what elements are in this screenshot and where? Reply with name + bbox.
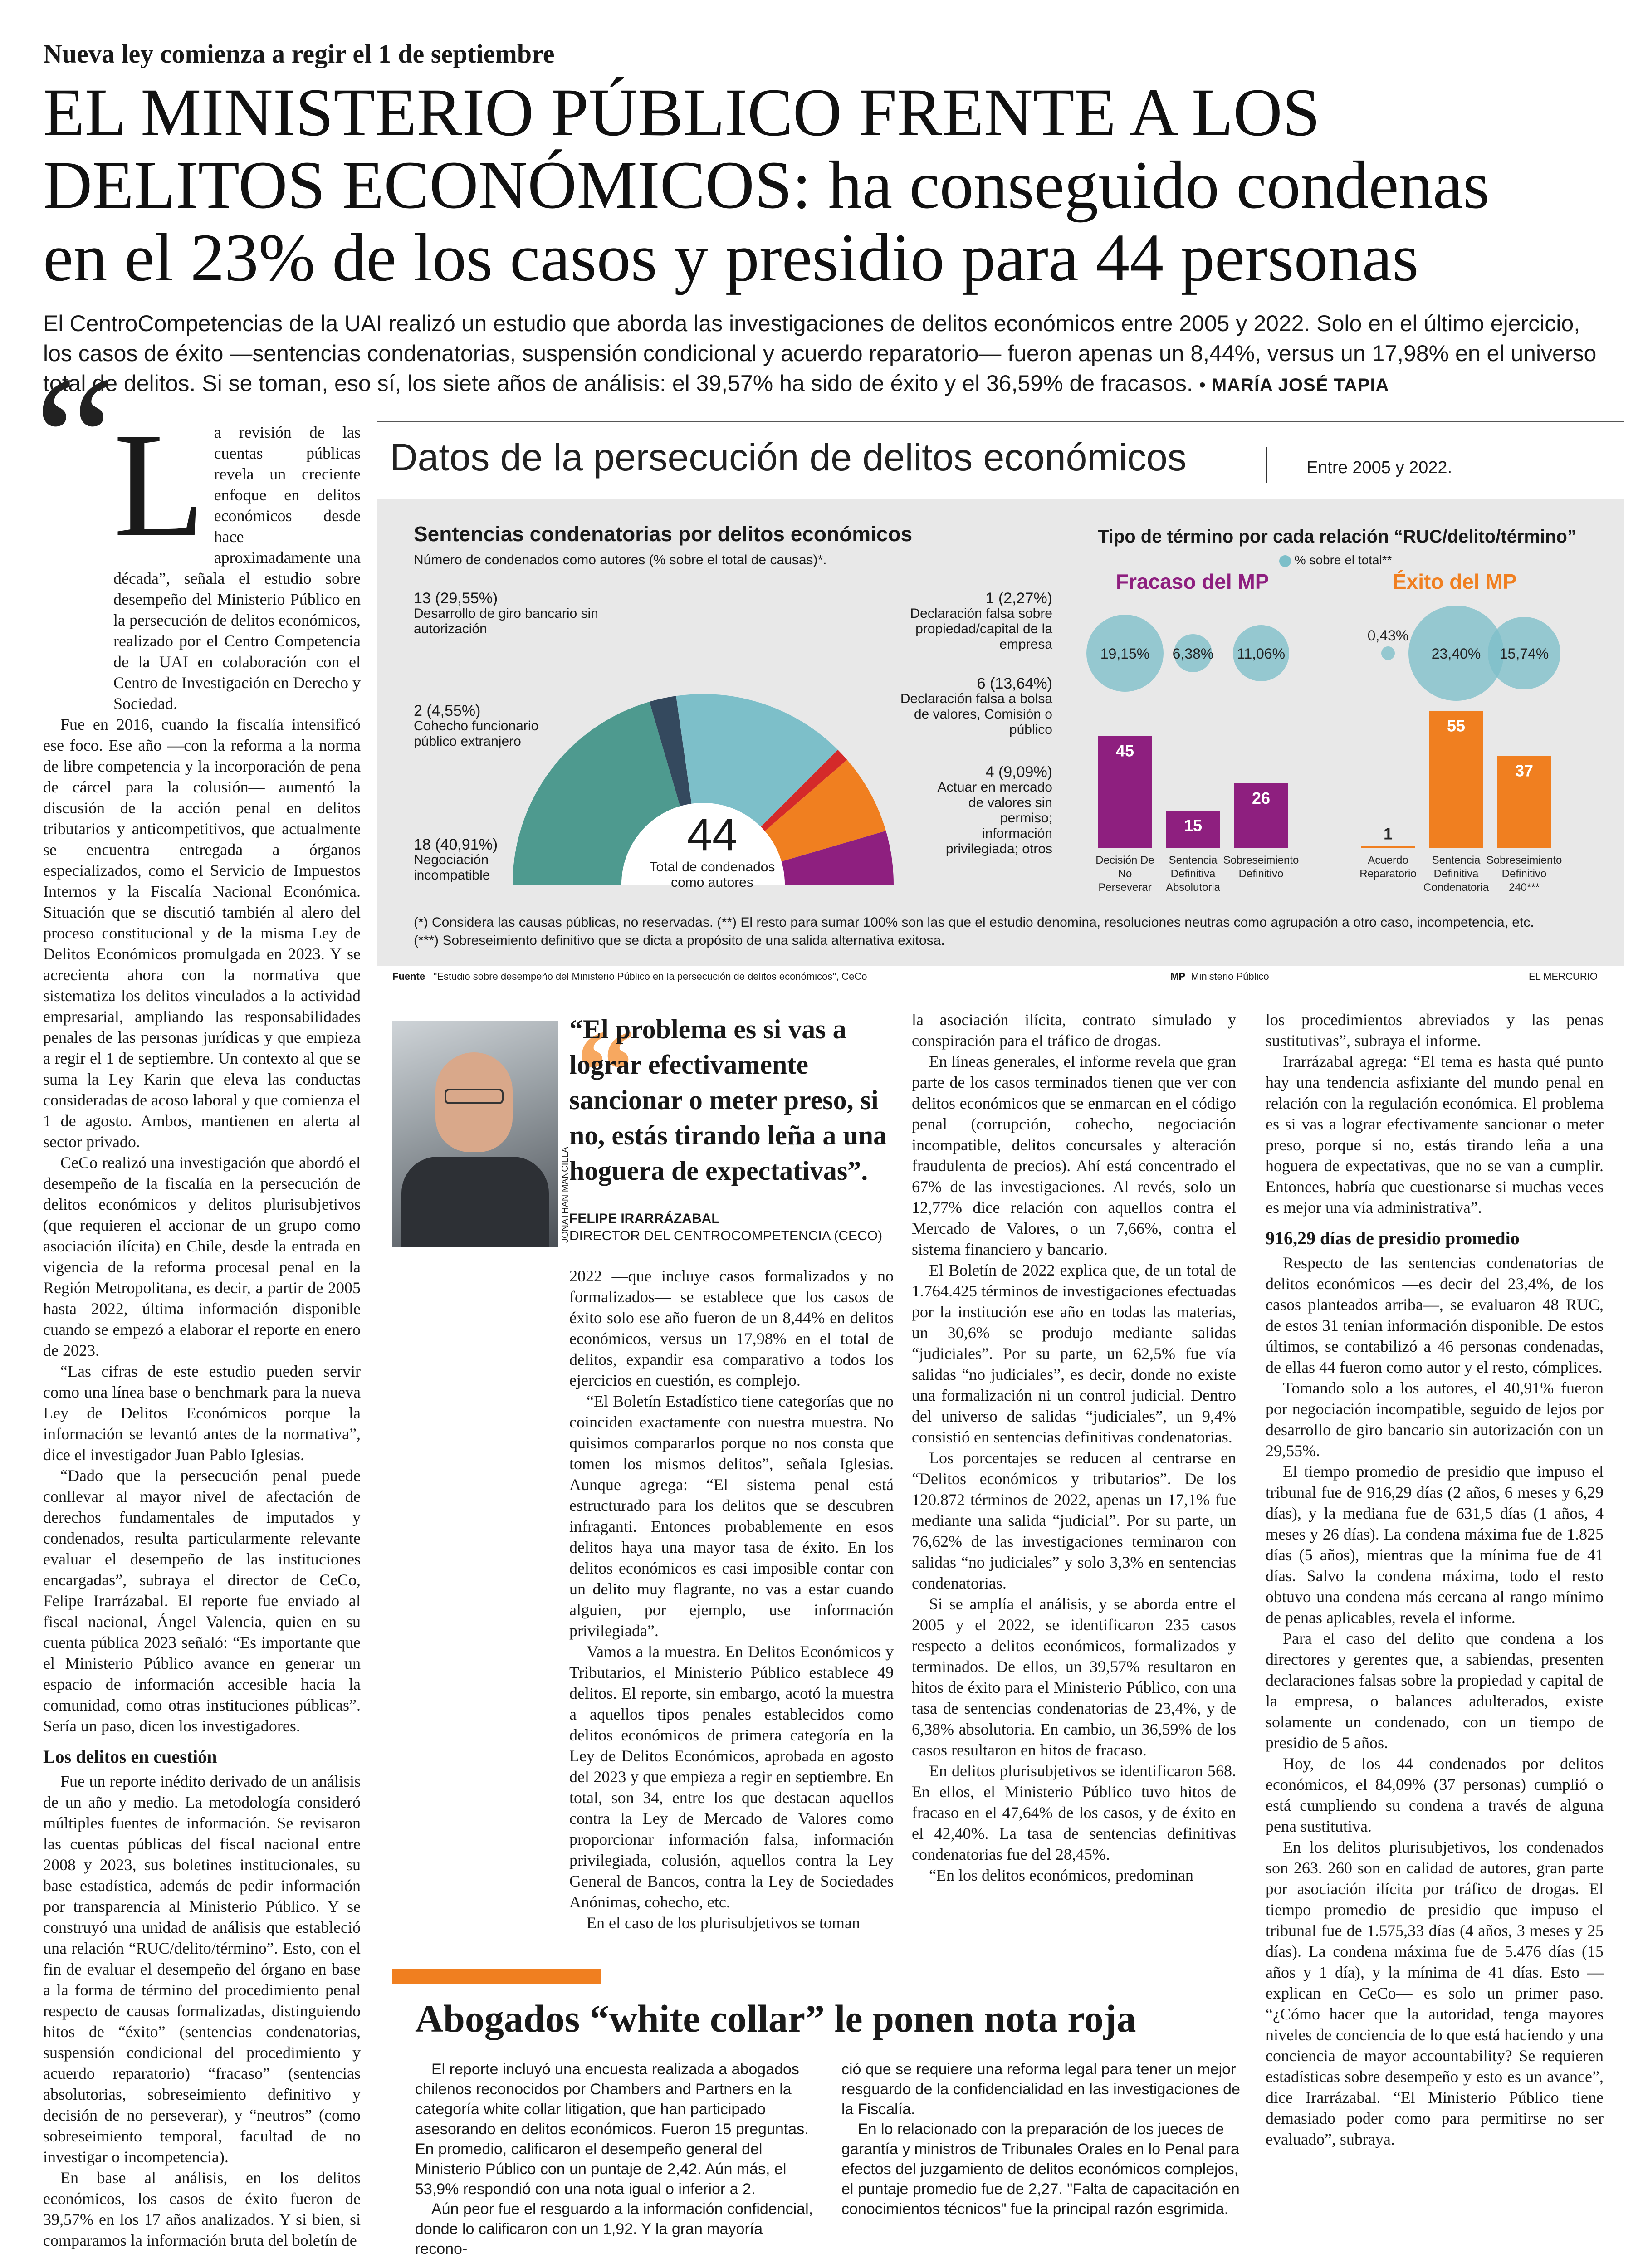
bar-category-label: No: [1118, 868, 1132, 880]
chart-panel-title: Datos de la persecución de delitos económicos: [390, 436, 1187, 479]
col4-paragraph-2: Irarrázabal agrega: “El tema es hasta qué punto hay una tendencia asfixiante del mundo penal en relación con la regulación económica. El problema es si vas a lograr efectivamente sancionar o meter preso, porque si no, estás tirando leña a una hoguera de expectativas, que no se van a cumplir. Entonces, habría que cuestionarse si muchas veces es mejor una vía administrativa”.: [1266, 1052, 1604, 1217]
pullquote-name: FELIPE IRARRÁZABAL: [569, 1211, 720, 1226]
slice-value: 6 (13,64%): [977, 675, 1052, 692]
slice-desc: Cohecho funcionario público extranjero: [414, 719, 539, 749]
col1-paragraph-1: a revisión de las cuentas públicas revela un creciente enfoque en delitos económicos desde hace aproximadamente una década”, señala el estudio sobre desempeño del Ministerio Público en la persecución de delitos económicos, realizado por el Centro Competencia de la UAI en colaboración con el Centro de Investigación en Derecho y Sociedad.: [113, 423, 361, 713]
bar-category-label: Absolutoria: [1165, 881, 1221, 894]
box-c2-paragraph-1: ció que se requiere una reforma legal para tener un mejor resguardo de la confidencialidad en las investigaciones de la Fiscalía.: [841, 2061, 1240, 2118]
publisher-name: EL MERCURIO: [1529, 971, 1598, 982]
bubble-1-0: [1381, 646, 1395, 660]
mp-abbr: MP: [1170, 971, 1185, 982]
slice-label-declaracion-bolsa: [885, 676, 1052, 738]
col3-paragraph-7: “En los delitos económicos, predominan: [929, 1866, 1193, 1884]
bar-category-label: Definitiva: [1433, 868, 1479, 880]
pie-chart-subtitle: Número de condenados como autores (% sobre el total de causas)*.: [414, 552, 827, 567]
dropcap-letter: L: [113, 402, 205, 568]
bubble-percent-label: 15,74%: [1499, 645, 1549, 662]
col2-paragraph-2: “El Boletín Estadístico tiene categorías que no coinciden exactamente con nuestra muestra. No quisimos compararlos porque no nos consta que tomen los mismos delitos”, señala Iglesias. Aunque agrega: “El sistema penal está estructurado para los delitos que se descubren infraganti. Entonces probablemente en esos delitos haya una mayor tasa de éxito. En los delitos económicos es casi imposible contar con un delito muy flagrante, no vas a estar cuando alguien, por ejemplo, use información privilegiada”.: [569, 1392, 894, 1640]
bubble-percent-label: 6,38%: [1172, 645, 1214, 662]
col1-paragraph-5: “Dado que la persecución penal puede conllevar al mayor nivel de afectación de derechos fundamentales de imputados y condenados, resulta particularmente relevante evaluar el desempeño de las instituciones encargadas”, subraya el director de CeCo, Felipe Irarrázabal. El reporte fue enviado al fiscal nacional, Ángel Valencia, quien en su cuenta pública 2023 señaló: “Es importante que el Ministerio Público avance en generar un espacio de información accesible hacia la comunidad, como otras instituciones públicas”. Sería un paso, dicen los investigadores.: [43, 1466, 361, 1735]
bar-category-label: Definitiva: [1170, 868, 1216, 880]
open-quote-mark: “: [34, 339, 115, 540]
group-title-fracaso: Fracaso del MP: [1116, 570, 1269, 593]
col1-paragraph-6: Fue un reporte inédito derivado de un análisis de un año y medio. La metodología consideró múltiples fuentes de información. Se revisaron las cuentas públicas del fiscal nacional entre 2008 y 2023, sus boletines institucionales, su base estadística, además de pedir información por transparencia al Ministerio Público. Y se construyó una unidad de análisis que estableció una relación “RUC/delito/término”. Esto, con el fin de evaluar el desempeño del órgano en base a la forma de término del procedimiento penal respecto de causas formalizadas, distinguiendo hitos de “éxito” (sentencias condenatorias, suspensión condicional del procedimiento y acuerdo reparatorio) “fracaso” (sentencias absolutorias, sobreseimiento definitivo y decisión de no perseverar), y “neutros” (como sobreseimiento temporal, facultad de no investigar o incompetencia).: [43, 1772, 361, 2166]
pie-center-value: 44: [687, 809, 738, 860]
col4-paragraph-3: Respecto de las sentencias condenatorias de delitos económicos —es decir del 23,4%, de los casos planteados arriba—, se evaluaron 48 RUC, de estos 31 tenían información disponible. De estos últimos, se contabilizó a 46 personas condenadas, de ellas 44 fueron como autor y el resto, cómplices.: [1266, 1254, 1604, 1376]
col3-paragraph-1: la asociación ilícita, contrato simulado y conspiración para el tráfico de drogas.: [912, 1011, 1236, 1050]
bar-1-0: [1361, 846, 1415, 849]
col2-paragraph-4: En el caso de los plurisubjetivos se toman: [587, 1914, 860, 1932]
col2-paragraph-1: 2022 —que incluye casos formalizados y no formalizados— se establece que los casos de éxito solo ese año fueron de un 8,44% en delitos económicos, versus un 17,98% en el total de delitos, expandir esa comparativo a todos los ejercicios en cuestión, es complejo.: [569, 1267, 894, 1389]
bar-value-label: 37: [1515, 761, 1534, 780]
col1-paragraph-4: “Las cifras de este estudio pueden servir como una línea base o benchmark para la nueva Ley de Delitos Económicos porque la información se levantó antes de la normativa”, dice el investigador Juan Pablo Iglesias.: [43, 1362, 361, 1464]
column-3: [912, 1009, 1236, 1886]
slice-label-declaracion-propiedad: [885, 591, 1052, 652]
lead-paragraph: [43, 308, 1613, 400]
bar-value-label: 45: [1115, 741, 1134, 760]
bar-chart-title: Tipo de término por cada relación “RUC/delito/término”: [1098, 527, 1576, 547]
bar-chart-legend: [1279, 552, 1392, 568]
headline-line-2: DELITOS ECONÓMICOS: ha conseguido condenas: [43, 147, 1490, 223]
bar-value-label: 55: [1447, 716, 1466, 735]
section-heading-delitos: Los delitos en cuestión: [43, 1746, 217, 1767]
bar-category-label: Condenatoria: [1423, 881, 1489, 894]
slice-desc: Actuar en mercado de valores sin permiso; información privilegiada; otros: [937, 780, 1052, 856]
box-c1-paragraph-2: Aún peor fue el resguardo a la información confidencial, donde lo calificaron con un 1,92. Y la gran mayoría recono-: [415, 2200, 813, 2258]
section-heading-presidio: 916,29 días de presidio promedio: [1266, 1228, 1520, 1248]
bar-category-label: 240***: [1508, 881, 1540, 894]
box-accent-bar: [392, 1969, 601, 1984]
source-label: Fuente: [392, 971, 425, 982]
bar-category-label: Perseverar: [1098, 881, 1152, 894]
byline: • MARÍA JOSÉ TAPIA: [1199, 375, 1389, 395]
bubble-percent-label: 11,06%: [1237, 645, 1286, 662]
box-c1-paragraph-1: El reporte incluyó una encuesta realizada a abogados chilenos reconocidos por Chambers and Partners en la categoría white collar litigation, que han participado asesorando en delitos económicos. Fueron 15 preguntas. En promedio, calificaron el desempeño general del Ministerio Público con un puntaje de 2,42. Aún más, el 53,9% respondió con una nota igual o inferior a 2.: [415, 2061, 809, 2198]
col1-paragraph-2: Fue en 2016, cuando la fiscalía intensificó ese foco. Ese año —con la reforma a la norma de libre competencia y la incorporación de pena de cárcel para la colusión— aumentó la discusión de la acción penal en delitos tributarios y anticompetitivos, que actualmente se encuentra entregada a órganos especializados, como el Servicio de Impuestos Internos y la Fiscalía Nacional Económica. Situación que se discutió también al alero del proceso constitucional y de la misma Ley de Delitos Económicos promulgada en 2023. Y se acrecienta ahora con la normativa que sistematiza los delitos vinculados a la actividad empresarial, ampliando las responsabilidades penales de las personas jurídicas y que empieza a regir el 1 de septiembre. Un contexto al que se suma la Ley Karin que eleva las conductas consideradas de acoso laboral y que comienza el 1 de agosto. Ambos, mantienen en alerta al sector privado.: [43, 715, 361, 1151]
bar-category-label: Sentencia: [1169, 854, 1218, 866]
legend-text: % sobre el total**: [1294, 553, 1392, 567]
col4-paragraph-8: En los delitos plurisubjetivos, los condenados son 263. 260 son en calidad de autores, gran parte por asociación ilícita por tráfico de drogas. El tiempo promedio de presidio que impuso el tribunal fue de 1.575,33 días (4 años, 3 meses y 25 días). La condena máxima fue de 5.476 días (15 años y 1 día), y la mínima de 41 días. Esto —explican en CeCo— es solo un primer paso. “¿Cómo hacer que la autoridad, tenga mayores niveles de conciencia de lo que está haciendo y una conciencia de mayor accountability? Se requieren estadísticas sobre desempeño y esto es un avance”, dice Irarrázabal. “El Ministerio Público tiene demasiado poder como para permitirse no ser evaluado”, subraya.: [1266, 1838, 1604, 2148]
col4-paragraph-4: Tomando solo a los autores, el 40,91% fueron por negociación incompatible, seguido de lejos por desarrollo de giro bancario sin autorización con un 29,55%.: [1266, 1379, 1604, 1460]
col4-paragraph-7: Hoy, de los 44 condenados por delitos económicos, el 84,09% (37 personas) cumplió o está cumpliendo su condena a través de alguna pena sustitutiva.: [1266, 1755, 1604, 1835]
column-2: [569, 1266, 894, 1933]
bar-category-label: Definitivo: [1238, 868, 1284, 880]
col4-paragraph-1: los procedimientos abreviados y las penas sustitutivas”, subraya el informe.: [1266, 1011, 1604, 1050]
bar-category-label: Sentencia: [1432, 854, 1481, 866]
col3-paragraph-6: En delitos plurisubjetivos se identificaron 568. En ellos, el Ministerio Público tuvo hitos de fracaso en el 47,64% de los casos, y de éxito en el 42,40%. La tasa de sentencias definitivas condenatorias fue del 28,45%.: [912, 1762, 1236, 1863]
slice-desc: Desarrollo de giro bancario sin autorización: [414, 606, 598, 636]
bar-value-label: 26: [1252, 789, 1271, 807]
bubble-percent-label: 19,15%: [1100, 645, 1150, 662]
group-title-exito: Éxito del MP: [1393, 570, 1517, 593]
bar-value-label: 15: [1183, 816, 1203, 835]
kicker: Nueva ley comienza a regir el 1 de septiembre: [43, 39, 555, 68]
portrait-suit: [401, 1157, 549, 1247]
photo-credit: JONATHAN MANCILLA: [560, 1147, 570, 1243]
pullquote-text: “El problema es si vas a lograr efectivamente sancionar o meter preso, si no, estás tirando leña a una hoguera de expectativas”.: [569, 1014, 887, 1186]
box-c2-paragraph-2: En lo relacionado con la preparación de los jueces de garantía y ministros de Tribunales Orales en lo Penal para efectos del juzgamiento de delitos económicos complejos, el puntaje promedio fue de 2,27. "Falta de capacitación en conocimientos técnicos" fue la principal razón esgrimida.: [841, 2121, 1240, 2218]
slice-value: 4 (9,09%): [985, 763, 1052, 781]
mp-name: Ministerio Público: [1191, 971, 1269, 982]
col4-paragraph-5: El tiempo promedio de presidio que impuso el tribunal fue de 916,29 días (2 años, 6 meses y 6,29 días), y la mediana fue de 631,5 días (1 años, 4 meses y 26 días). La condena máxima fue de 1.825 días (5 años), mientras que la mínima fue de 41 días. Salvo la condena máxima, todo el resto obtuvo una condena más cercana al rango mínimo de penas aplicables, revela el informe.: [1266, 1462, 1604, 1627]
col1-paragraph-3: CeCo realizó una investigación que abordó el desempeño de la fiscalía en la persecución de delitos económicos y delitos plurisubjetivos (que requieren el accionar de un grupo como asociación ilícita) en Chile, desde la entrada en vigencia de la reforma procesal penal en la Región Metropolitana, es decir, a partir de 2005 hasta 2022, última información disponible cuando se empezó a elaborar el reporte en enero de 2023.: [43, 1154, 361, 1359]
box-column-2: [841, 2059, 1241, 2219]
col3-paragraph-2: En líneas generales, el informe revela que gran parte de los casos terminados tienen que ver con delitos económicos que se enmarcan en el código penal (corrupción, cohecho, negociación incompatible, delitos concursales y alteración fraudulenta de precios). Ahí está concentrado el 67% de las investigaciones. Al revés, solo un 12,77% dice relación con aquellos contra el Mercado de Valores, o un 7,66%, contra el sistema financiero y bancario.: [912, 1052, 1236, 1258]
chart-source: [392, 971, 1073, 982]
quote-mark-icon: “: [576, 1005, 635, 1136]
col3-paragraph-5: Si se amplía el análisis, y se aborda entre el 2005 y el 2022, se identificaron 235 casos respecto a delitos económicos, formalizados y terminados. De ellos, un 39,57% resultaron en hitos de éxito para el Ministerio Público, con una tasa de sentencias condenatorias de 23,4%, y de 6,38% absolutoria. En cambio, un 36,59% de los casos resultaron en hitos de fracaso.: [912, 1595, 1236, 1759]
bar-value-label: 1: [1383, 824, 1393, 843]
col4-paragraph-6: Para el caso del delito que condena a los directores y gerentes que, a sabiendas, presenten declaraciones falsas sobre la propiedad y capital de la empresa, o balances adulterados, existe solamente un condenado, con un tiempo de presidio de 5 años.: [1266, 1629, 1604, 1752]
panel-title-separator: [1266, 447, 1267, 483]
bar-category-label: Definitivo: [1501, 868, 1547, 880]
source-text: "Estudio sobre desempeño del Ministerio Público en la persecución de delitos económicos", CeCo: [433, 971, 867, 982]
slice-value: 1 (2,27%): [985, 590, 1052, 607]
bar-category-label: Sobreseimiento: [1223, 854, 1299, 866]
bar-category-label: Sobreseimiento: [1486, 854, 1562, 866]
headline: [43, 76, 1604, 294]
portrait-photo: [392, 1021, 558, 1247]
column-1: [43, 402, 361, 2251]
bar-category-label: Reparatorio: [1359, 868, 1417, 880]
headline-line-1: EL MINISTERIO PÚBLICO FRENTE A LOS: [43, 75, 1320, 150]
col1-paragraph-7: En base al análisis, en los delitos económicos, los casos de éxito fueron de 39,57% en los 17 años analizados. Y si bien, si comparamos la información bruta del boletín de: [43, 2169, 361, 2249]
lead-text: El CentroCompetencias de la UAI realizó un estudio que aborda las investigaciones de delitos económicos entre 2005 y 2022. Solo en el último ejercicio, los casos de éxito —sentencias condenatorias, suspensión condicional y acuerdo reparatorio— fueron apenas un 8,44%, versus un 17,98% en el universo total de delitos. Si se toman, eso sí, los siete años de análisis: el 39,57% ha sido de éxito y el 36,59% de fracasos.: [43, 311, 1597, 396]
slice-value: 13 (29,55%): [414, 590, 498, 607]
pullquote-role: DIRECTOR DEL CENTROCOMPETENCIA (CECO): [569, 1228, 883, 1243]
col3-paragraph-3: El Boletín de 2022 explica que, de un total de 1.764.425 términos de investigaciones efectuadas por la institución ese año en todas las materias, un 30,6% se produjo mediante salidas “judiciales”. Por su parte, un 62,5% fue vía salidas “no judiciales”, es decir, donde no existe una formalización ni un control judicial. Dentro del universo de salidas “judiciales”, un 9,4% consistió en sentencias definitivas condenatorias.: [912, 1261, 1236, 1446]
pie-chart-title: Sentencias condenatorias por delitos económicos: [414, 522, 913, 546]
box-title: Abogados “white collar” le ponen nota roja: [415, 1997, 1136, 2040]
portrait-glasses: [445, 1089, 504, 1104]
slice-value: 18 (40,91%): [414, 836, 498, 853]
bar-chart: [1080, 594, 1624, 912]
pie-center-label: Total de condenados como autores: [649, 860, 775, 890]
slice-desc: Negociación incompatible: [414, 852, 490, 883]
slice-desc: Declaración falsa sobre propiedad/capital de la empresa: [910, 606, 1052, 652]
col3-paragraph-4: Los porcentajes se reducen al centrarse en “Delitos económicos y tributarios”. De los 120.872 términos de 2022, apenas un 17,1% fue mediante una salida “judicial”. Por su parte, un 76,62% de las investigaciones terminaron con salidas “no judiciales” y solo 3,3% en sentencias condenatorias.: [912, 1449, 1236, 1592]
column-4: [1266, 1009, 1604, 2150]
headline-line-3: en el 23% de los casos y presidio para 44 personas: [43, 220, 1419, 295]
bubble-percent-label: 0,43%: [1367, 627, 1409, 644]
col2-paragraph-3: Vamos a la muestra. En Delitos Económicos y Tributarios, el Ministerio Público establece 49 delitos. El reporte, sin embargo, acotó la muestra a aquellos tipos penales establecidos como delitos económicos de primera categoría en la Ley de Delitos Económicos, aprobada en agosto del 2023 y que empieza a regir en septiembre. En total, son 34, entre los que destacan aquellos contra la Ley de Mercado de Valores como proporcionar información falsa, información privilegiada, colusión, aquellos contra la Ley General de Bancos, contra la Ley de Sociedades Anónimas, cohecho, etc.: [569, 1642, 894, 1911]
box-column-1: [415, 2059, 814, 2259]
bubble-percent-label: 23,40%: [1431, 645, 1481, 662]
legend-dot-icon: [1279, 555, 1291, 567]
chart-mp-legend: [1170, 971, 1269, 982]
chart-note-2: (***) Sobreseimiento definitivo que se dicta a propósito de una salida alternativa exitosa.: [414, 933, 945, 948]
chart-panel-subtitle: Entre 2005 y 2022.: [1306, 458, 1452, 477]
bar-category-label: Decisión De: [1095, 854, 1154, 866]
slice-value: 2 (4,55%): [414, 702, 481, 719]
slice-desc: Declaración falsa a bolsa de valores, Comisión o público: [900, 691, 1052, 737]
bar-category-label: Acuerdo: [1368, 854, 1408, 866]
chart-note-1: (*) Considera las causas públicas, no reservadas. (**) El resto para sumar 100% son las que el estudio denomina, resoluciones neutras como agrupación a otro caso, incompetencia, etc.: [414, 915, 1534, 930]
slice-label-mercado-valores: [930, 764, 1052, 857]
